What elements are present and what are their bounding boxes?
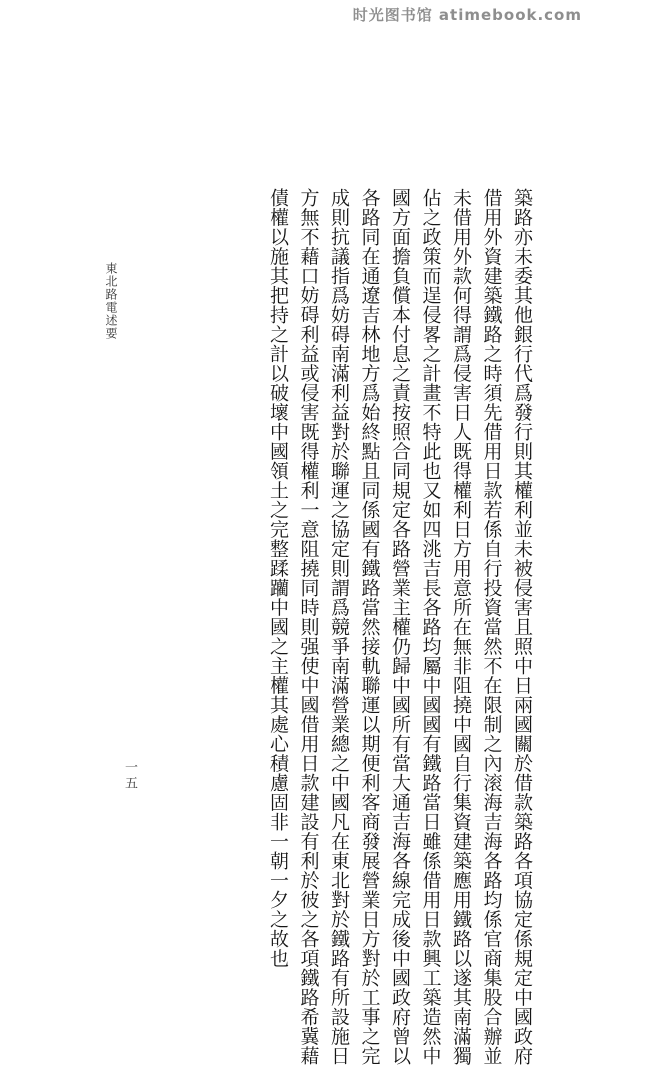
text-line: 債權以施其把持之計以破壞中國領土之完整蹂躪中國之主權其處心積慮固非一朝一夕之故也 [267,188,289,968]
text-line: 國方面擔負償本付息之責按照合同規定各路營業主權仍歸中國所有當大通吉海各線完成後中國政府曾以 [389,188,411,1066]
text-line: 方無不藉口妨碍利益或侵害既得權利一意阻撓同時則强使中國借用日款建設有利於彼之各項鐵路希冀藉 [297,188,320,1066]
running-header: 東北路電述要 [104,262,118,340]
text-line: 未借用外款何得謂爲侵害日人既得權利日方用意所在無非阻撓中國自行集資建築應用鐵路以遂其南滿獨 [450,188,472,1066]
text-line: 借用外資建築鐵路之時須先借用日款若係自行投資當然不在限制之內滚海吉海各路均係官商集股合辦並 [480,188,503,1066]
text-line: 各路同在通遼吉林地方爲始終點且同係國有鐵路當然接軌聯運以期便利客商發展營業日方對於工事之完 [358,188,381,1066]
watermark: 时光图书馆 atimebook.com [352,6,582,24]
text-line: 佔之政策而逞侵畧之計畫不特此也又如四洮吉長各路均屬中國國有鐵路當日雖係借用日款興工築造然中 [419,188,442,1066]
page-number: 一五 [122,760,137,792]
main-text [267,188,537,1066]
text-line: 成則抗議指爲妨碍南滿利益對於聯運之協定則謂爲競爭南滿營業總之中國凡在東北對於鐵路有所設施日 [328,188,350,1066]
text-line: 築路亦未委其他銀行代爲發行則其權利並未被侵害且照中日兩國關於借款築路各項協定係規定中國政府 [511,188,533,1066]
